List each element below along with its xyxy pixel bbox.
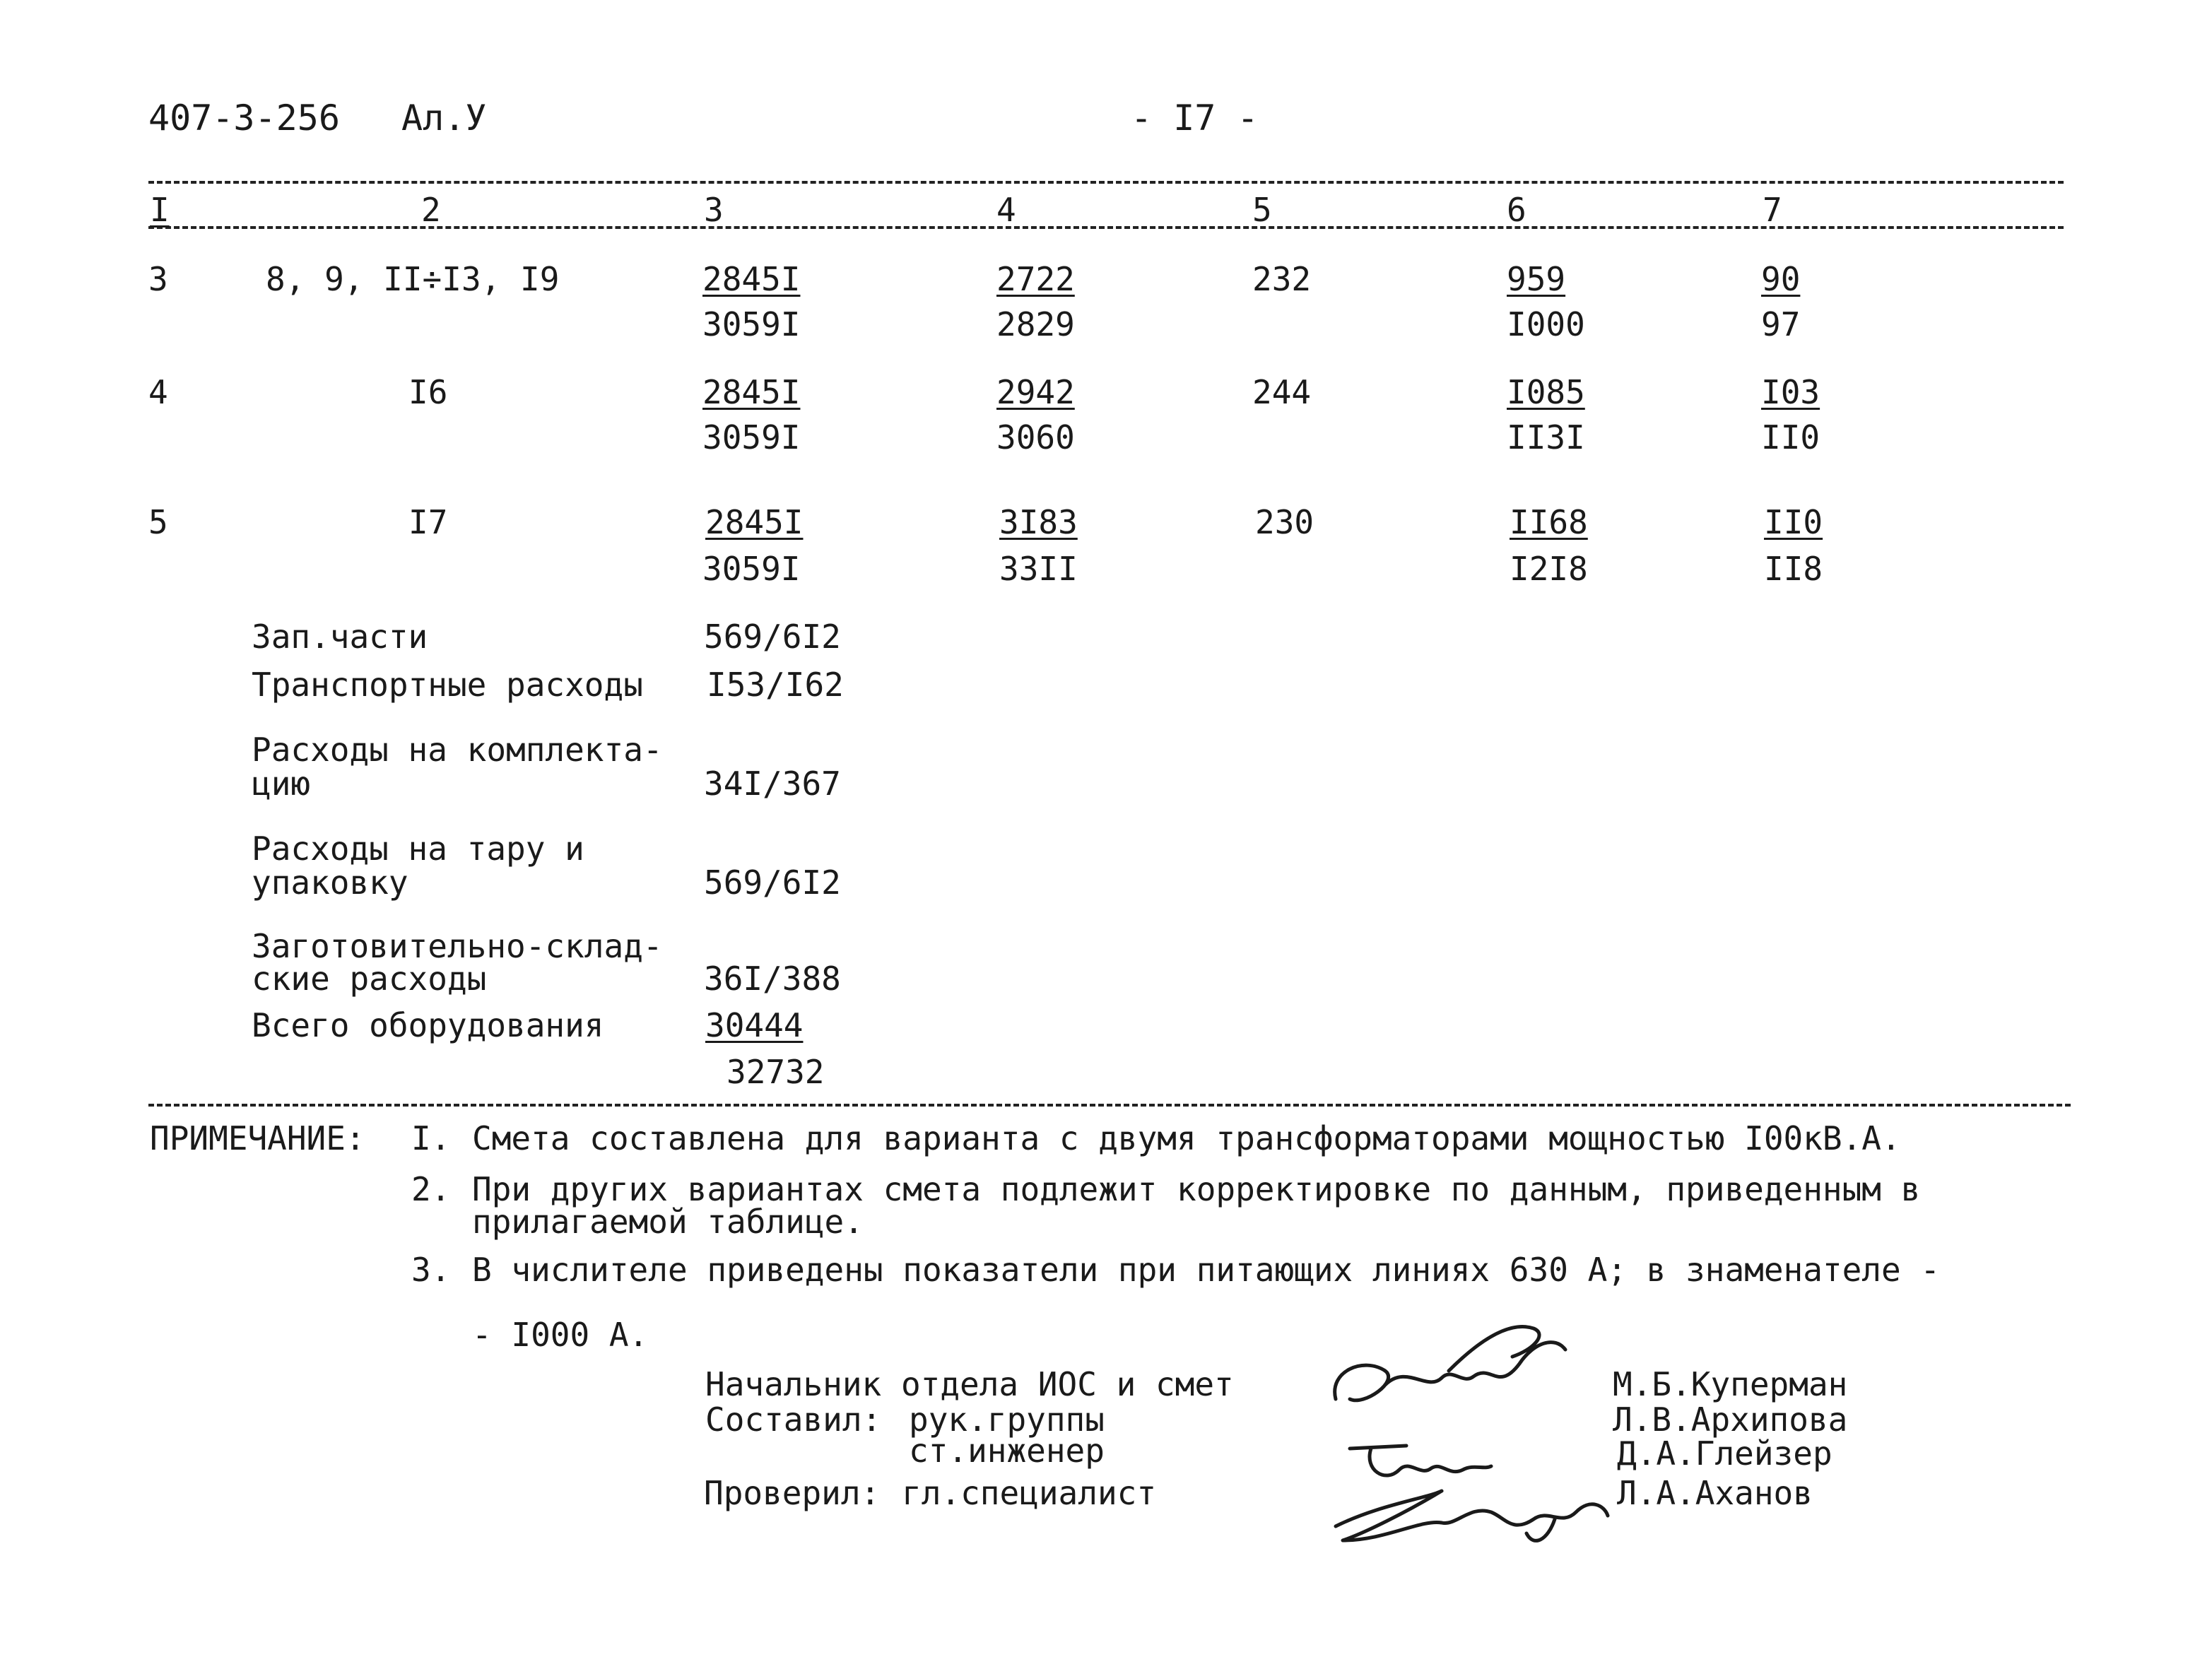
- col5-value: 232: [1252, 260, 1312, 298]
- col5-value: 230: [1255, 503, 1314, 541]
- column-header-2: 2: [421, 191, 441, 229]
- col5-value: 244: [1252, 373, 1312, 411]
- row-number: 5: [148, 503, 168, 541]
- col4-numerator: 2942: [996, 373, 1075, 411]
- checked-role: гл.специалист: [902, 1474, 1157, 1512]
- extra-value-spare-parts: 569/6I2: [704, 618, 841, 656]
- signature-scribble-1: [1322, 1314, 1590, 1427]
- col3-denominator: 3059I: [702, 305, 801, 343]
- column-header-7: 7: [1763, 191, 1782, 229]
- note-2-number: 2.: [411, 1170, 451, 1208]
- col7-denominator: II8: [1764, 550, 1823, 588]
- extra-label-warehouse: Заготовительно-склад-: [252, 927, 663, 965]
- total-label: Всего оборудования: [252, 1006, 604, 1044]
- signer-name-4: Л.А.Аханов: [1617, 1474, 1813, 1512]
- column-header-1: I: [150, 191, 170, 229]
- row-positions: I7: [408, 503, 448, 541]
- col6-numerator: 959: [1507, 260, 1566, 298]
- table-bottom-rule: [148, 1104, 2071, 1107]
- col4-denominator: 33II: [999, 550, 1078, 588]
- col7-denominator: 97: [1761, 305, 1801, 343]
- extra-value-packaging: 569/6I2: [704, 863, 841, 902]
- col6-denominator: I2I8: [1510, 550, 1588, 588]
- extra-label-completion-cont: цию: [252, 765, 311, 803]
- compiled-label: Составил:: [705, 1400, 882, 1439]
- col3-denominator: 3059I: [702, 418, 801, 456]
- extra-label-spare-parts: Зап.части: [252, 618, 428, 656]
- note-2-text: При других вариантах смета подлежит корректировке по данным, приведенным в: [472, 1170, 1921, 1208]
- col4-numerator: 2722: [996, 260, 1075, 298]
- head-role: Начальник отдела ИОС и смет: [705, 1365, 1234, 1403]
- notes-heading: ПРИМЕЧАНИЕ:: [150, 1119, 365, 1157]
- col7-numerator: 90: [1761, 260, 1801, 298]
- signer-name-2: Л.В.Архипова: [1613, 1400, 1848, 1439]
- extra-label-warehouse-cont: ские расходы: [252, 960, 487, 998]
- col7-numerator: I03: [1761, 373, 1820, 411]
- note-1-text: Смета составлена для варианта с двумя трансформаторами мощностью I00кВ.А.: [472, 1119, 1901, 1157]
- extra-label-completion: Расходы на комплекта-: [252, 731, 663, 769]
- col3-numerator: 2845I: [705, 503, 804, 541]
- note-3-text: В числителе приведены показатели при питающих линиях 630 А; в знаменателе -: [472, 1251, 1941, 1289]
- signer-name-3: Д.А.Глейзер: [1617, 1434, 1832, 1473]
- row-positions: 8, 9, II÷I3, I9: [266, 260, 560, 298]
- column-header-4: 4: [996, 191, 1016, 229]
- signer-name-1: М.Б.Куперман: [1613, 1365, 1848, 1403]
- signature-scribble-3: [1322, 1463, 1618, 1555]
- note-3-number: 3.: [411, 1251, 451, 1289]
- note-3-text-cont: - I000 А.: [472, 1316, 649, 1354]
- extra-value-transport: I53/I62: [707, 666, 844, 704]
- col3-numerator: 2845I: [702, 260, 801, 298]
- col6-denominator: II3I: [1507, 418, 1585, 456]
- compiled-role-1: рук.группы: [909, 1400, 1105, 1439]
- col3-numerator: 2845I: [702, 373, 801, 411]
- extra-label-transport: Транспортные расходы: [252, 666, 643, 704]
- col7-denominator: II0: [1761, 418, 1820, 456]
- note-2-text-cont: прилагаемой таблице.: [472, 1203, 864, 1241]
- column-header-3: 3: [704, 191, 724, 229]
- extra-value-completion: 34I/367: [704, 765, 841, 803]
- total-denominator: 32732: [726, 1053, 825, 1091]
- row-number: 4: [148, 373, 168, 411]
- col4-denominator: 3060: [996, 418, 1075, 456]
- doc-code: 407-3-256: [148, 98, 340, 138]
- column-header-5: 5: [1252, 191, 1272, 229]
- col6-numerator: II68: [1510, 503, 1588, 541]
- extra-label-packaging: Расходы на тару и: [252, 830, 584, 868]
- col3-denominator: 3059I: [702, 550, 801, 588]
- col6-denominator: I000: [1507, 305, 1585, 343]
- col4-denominator: 2829: [996, 305, 1075, 343]
- checked-label: Проверил:: [704, 1474, 881, 1512]
- page-number: - I7 -: [1131, 98, 1259, 138]
- column-header-6: 6: [1507, 191, 1526, 229]
- album-label: Ал.У: [401, 98, 487, 138]
- row-positions: I6: [408, 373, 448, 411]
- extra-label-packaging-cont: упаковку: [252, 863, 408, 902]
- total-numerator: 30444: [705, 1006, 804, 1044]
- compiled-role-2: ст.инженер: [909, 1432, 1105, 1470]
- extra-value-warehouse: 36I/388: [704, 960, 841, 998]
- col7-numerator: II0: [1764, 503, 1823, 541]
- row-number: 3: [148, 260, 168, 298]
- note-1-number: I.: [411, 1119, 451, 1157]
- col6-numerator: I085: [1507, 373, 1585, 411]
- table-top-rule: [148, 181, 2064, 184]
- col4-numerator: 3I83: [999, 503, 1078, 541]
